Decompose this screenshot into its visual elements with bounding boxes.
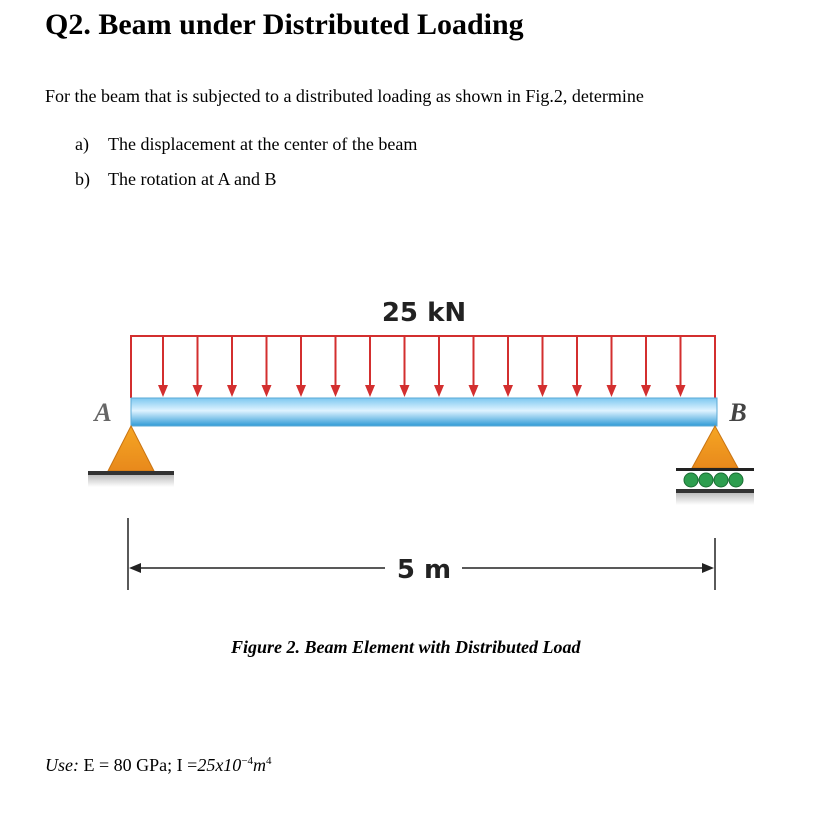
load-arrow — [331, 337, 341, 397]
modulus-value: E = 80 GPa; — [83, 755, 173, 775]
question-title: Q2. Beam under Distributed Loading — [45, 8, 524, 41]
load-arrow — [572, 337, 582, 397]
load-arrow — [400, 337, 410, 397]
task-b-letter: b) — [75, 169, 90, 189]
load-arrow — [262, 337, 272, 397]
intro-text: For the beam that is subjected to a distributed loading as shown in Fig.2, determine — [45, 86, 644, 106]
load-arrow — [469, 337, 479, 397]
load-arrow — [158, 337, 168, 397]
load-arrow — [676, 337, 686, 397]
given-values — [45, 755, 272, 776]
load-label: 25 kN — [381, 298, 467, 328]
load-arrow — [296, 337, 306, 397]
distributed-load — [130, 336, 716, 398]
roller-wheel — [714, 473, 728, 487]
support-a-label: A — [94, 398, 112, 427]
span-label: 5 m — [396, 555, 452, 585]
load-arrow — [365, 337, 375, 397]
roller-support-b — [676, 426, 754, 505]
load-arrow — [434, 337, 444, 397]
task-a-letter: a) — [75, 134, 89, 154]
load-arrow — [503, 337, 513, 397]
load-arrow — [193, 337, 203, 397]
load-arrow — [227, 337, 237, 397]
task-b-text: The rotation at A and B — [108, 169, 277, 189]
support-b-label: B — [729, 398, 747, 427]
inertia-value: 25x10 — [197, 755, 242, 775]
inertia-exponent: −4 — [241, 755, 254, 767]
inertia-unit-exponent: 4 — [266, 755, 272, 767]
task-a-text: The displacement at the center of the beam — [108, 134, 418, 154]
load-arrows — [158, 337, 686, 397]
beam — [131, 398, 717, 426]
pin-support-a — [88, 426, 174, 487]
roller-wheel — [729, 473, 743, 487]
load-arrow — [538, 337, 548, 397]
inertia-unit: m — [253, 755, 267, 775]
roller-wheel — [684, 473, 698, 487]
load-arrow — [607, 337, 617, 397]
load-arrow — [641, 337, 651, 397]
rollers — [684, 473, 743, 487]
roller-wheel — [699, 473, 713, 487]
figure-caption: Figure 2. Beam Element with Distributed Load — [231, 637, 581, 657]
inertia-prefix: I = — [176, 755, 198, 775]
use-label: Use: — [45, 755, 79, 775]
